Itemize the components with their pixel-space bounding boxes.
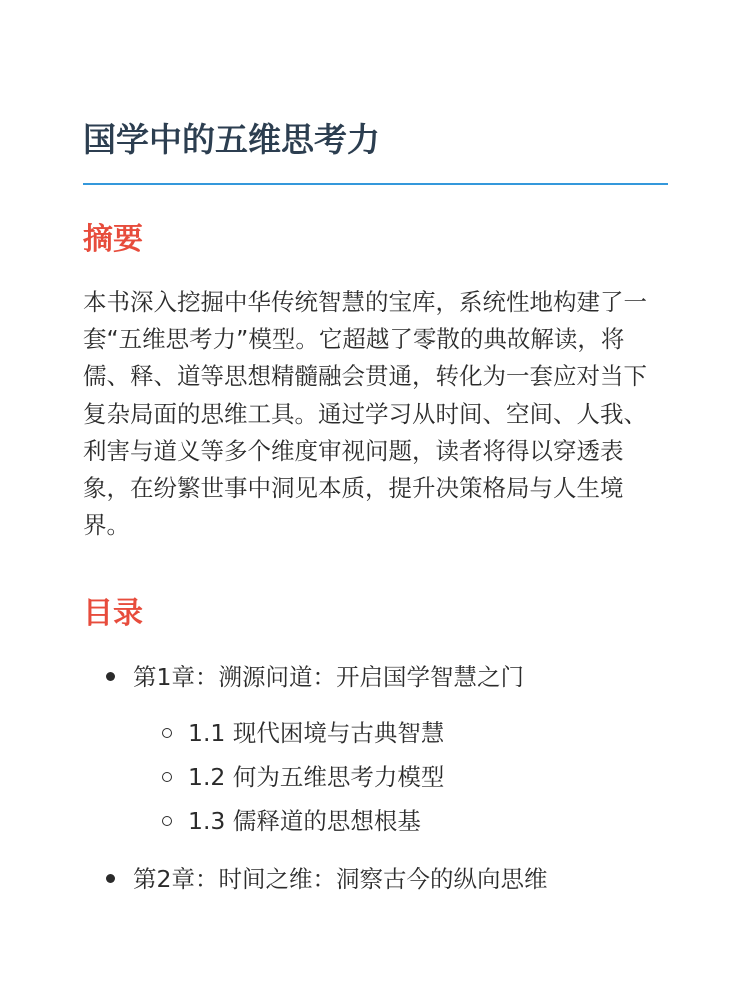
bullet-disc-icon — [106, 874, 115, 883]
bullet-circle-icon — [162, 772, 172, 782]
toc-section-1-2 — [162, 760, 444, 794]
toc-section-1-3 — [162, 804, 421, 838]
toc-chapter-label: 第2章：时间之维：洞察古今的纵向思维 — [133, 865, 548, 893]
toc-heading: 目录 — [83, 596, 143, 631]
toc-section-label: 1.1 现代困境与古典智慧 — [188, 719, 445, 747]
toc-chapter-2 — [106, 862, 547, 896]
toc-section-label: 1.2 何为五维思考力模型 — [188, 763, 445, 791]
toc-chapter-1 — [106, 660, 524, 694]
toc-section-label: 1.3 儒释道的思想根基 — [188, 807, 421, 835]
abstract-paragraph: 本书深入挖掘中华传统智慧的宝库，系统性地构建了一套“五维思考力”模型。它超越了零散的典故解读，将儒、释、道等思想精髓融会贯通，转化为一套应对当下复杂局面的思维工具。通过学习从时间、空间、人我、利害与道义等多个维度审视问题，读者将得以穿透表象，在纷繁世事中洞见本质，提升决策格局与人生境界。 — [83, 288, 647, 540]
toc-section-1-1 — [162, 716, 444, 750]
bullet-circle-icon — [162, 816, 172, 826]
bullet-circle-icon — [162, 728, 172, 738]
title-divider — [83, 183, 668, 185]
book-title: 国学中的五维思考力 — [83, 120, 380, 159]
abstract-heading: 摘要 — [83, 222, 143, 257]
bullet-disc-icon — [106, 672, 115, 681]
toc-chapter-label: 第1章：溯源问道：开启国学智慧之门 — [133, 663, 524, 691]
